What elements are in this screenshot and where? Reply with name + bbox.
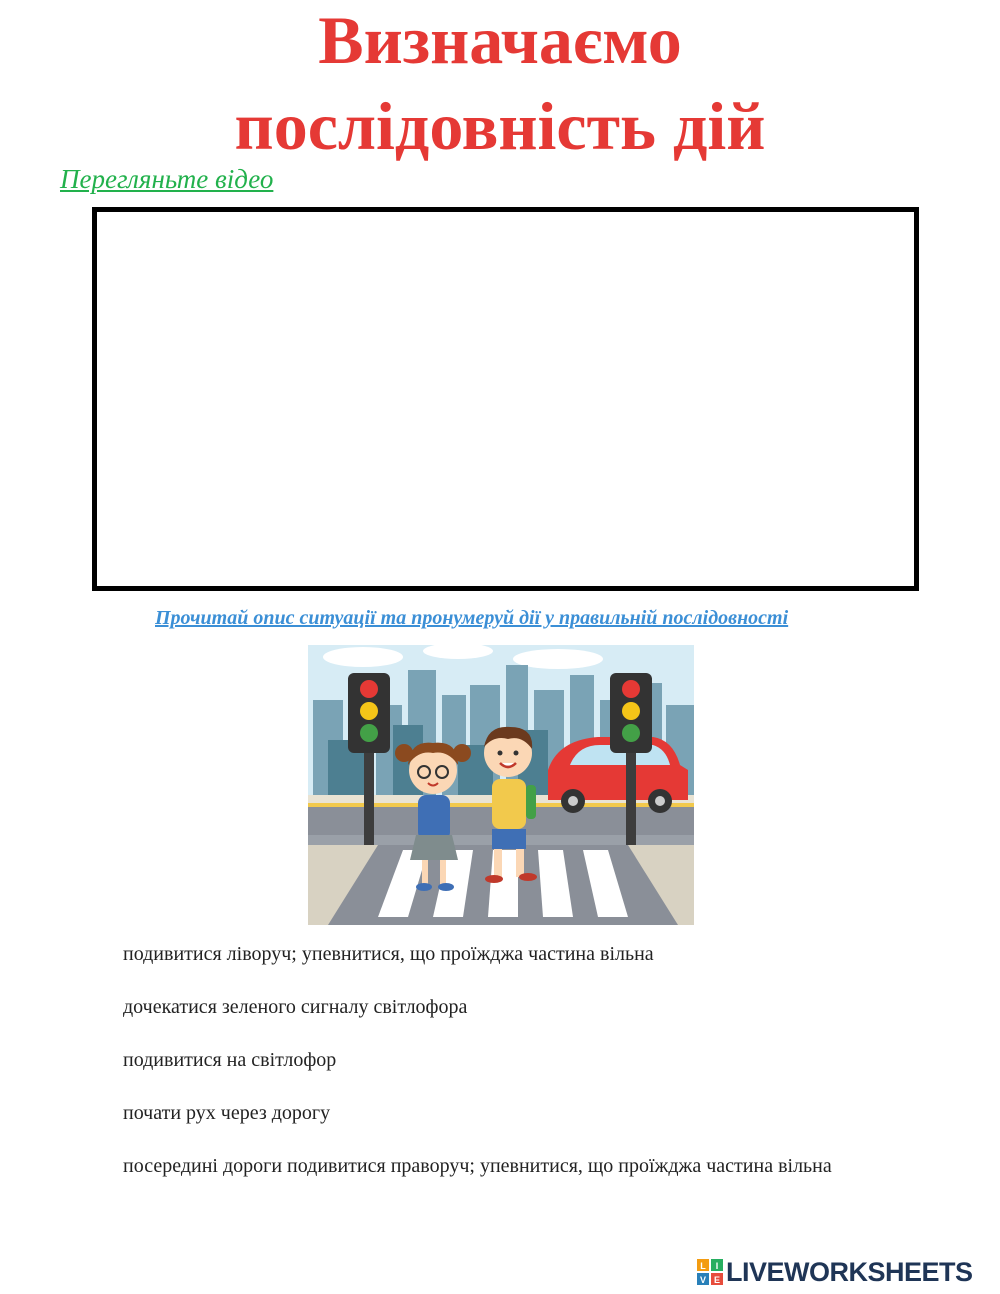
watch-video-link[interactable]: Перегляньте відео — [60, 164, 274, 194]
action-item-4[interactable]: почати рух через дорогу — [123, 1102, 331, 1124]
svg-text:V: V — [699, 1275, 707, 1285]
action-item-2[interactable]: дочекатися зеленого сигналу світлофора — [123, 996, 468, 1018]
action-item-1[interactable]: подивитися ліворуч; упевнитися, що проїжджа частина вільна — [123, 943, 654, 965]
liveworksheets-logo-text: LIVEWORKSHEETS — [726, 1256, 973, 1287]
pedestrian-crossing-illustration — [308, 645, 694, 925]
page-title-line-1: Визначаємо — [318, 2, 682, 78]
video-player-frame[interactable] — [92, 207, 919, 591]
action-item-5[interactable]: посередині дороги подивитися праворуч; упевнитися, що проїжджа частина вільна — [123, 1155, 832, 1177]
svg-text:L: L — [700, 1261, 706, 1271]
svg-text:E: E — [713, 1275, 721, 1285]
svg-text:I: I — [715, 1261, 719, 1271]
liveworksheets-logo-icon — [697, 1259, 723, 1285]
liveworksheets-logo — [697, 1255, 973, 1289]
action-item-3[interactable]: подивитися на світлофор — [123, 1049, 337, 1071]
page-title-line-2: послідовність дій — [234, 88, 766, 164]
instruction-text: Прочитай опис ситуації та пронумеруй дії у правильній послідовності — [155, 607, 789, 629]
